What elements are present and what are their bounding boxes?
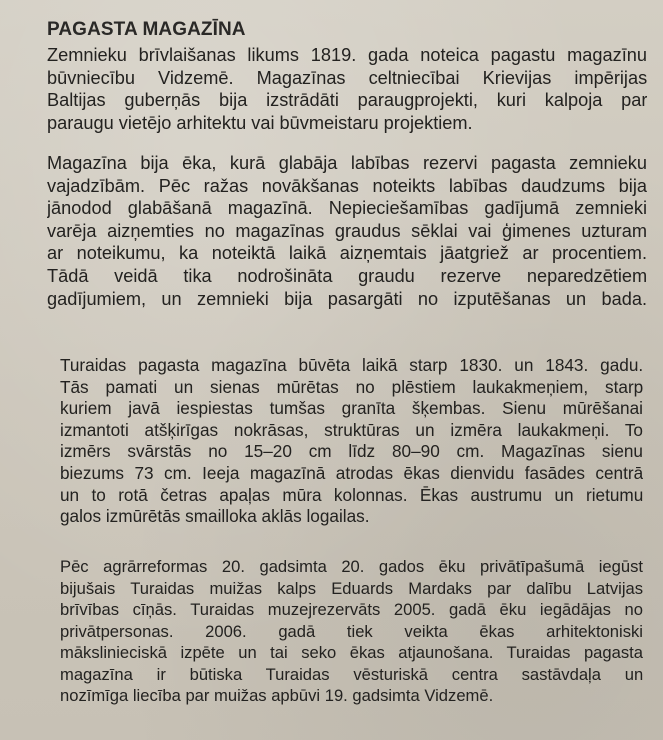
text-line: biezums 73 cm. Ieeja magazīnā atrodas ēkas dienvidu fasādes centrā [60,462,643,483]
text-line: Tās pamati un sienas mūrētas no plēstiem laukakmeņiem, starp [60,376,643,397]
text-line: mākslinieciskā izpēte un tai seko ēkas atjaunošana. Turaidas pagasta [60,643,643,662]
text-line: Pēc agrārreformas 20. gadsimta 20. gados ēku privātīpašumā iegūst [60,557,643,576]
text-line: Zemnieku brīvlaišanas likums 1819. gada noteica pagastu magazīnu [47,45,647,65]
text-line: Turaidas pagasta magazīna būvēta laikā starp 1830. un 1843. gadu. [60,355,643,375]
text-line: galos izmūrētās smailloka aklās logailas. [60,506,370,527]
text-line: privātpersonas. 2006. gadā tiek veikta ēkas arhitektoniski [60,621,643,641]
text-line: magazīna ir būtiska Turaidas vēsturiskā centra sastāvdaļa un [60,664,643,684]
text-line: gadījumiem, un zemnieki bija pasargāti no izputēšanas un bada. [47,288,647,309]
text-line: izmantoti atšķirīgas nokrāsas, struktūras un izmēra laukakmeņi. To [60,419,643,440]
paragraph-4 [60,556,643,707]
text-line: bijušais Turaidas muižas kalps Eduards Mardaks par dalību Latvijas [60,578,643,598]
text-line: vajadzībām. Pēc ražas novākšanas noteikts labības daudzums bija [47,175,647,196]
text-line: jānodod glabāšanā magazīnā. Nepieciešamības gadījumā zemnieki [47,198,647,219]
text-line: ar noteikumu, ka noteiktā laikā aizņemtais jāatgriež ar procentiem. [47,243,647,264]
text-line: varēja aizņemties no magazīnas graudus sēklai vai ģimenes uzturam [47,220,647,241]
text-line: paraugu vietējo arhitektu vai būvmeistaru projektiem. [47,112,473,133]
text-line: Tādā veidā tika nodrošināta graudu rezerve neparedzētiem [47,265,647,286]
text-line: kuriem javā iespiestas tumšas granīta šķembas. Sienu mūrēšanai [60,398,643,419]
paragraph-1 [47,44,647,134]
text-line: brīvības cīņās. Turaidas muzejrezervāts 2005. gadā ēku iegādājas no [60,600,643,619]
text-line: un to rotā četras apaļas mūra kolonnas. Ēkas austrumu un rietumu [60,484,643,505]
text-line: būvniecību Vidzemē. Magazīnas celtniecībai Krievijas impērijas [47,67,647,88]
text-line: Baltijas guberņās bija izstrādāti paraugprojekti, kuri kalpoja par [47,90,647,110]
text-line: Magazīna bija ēka, kurā glabāja labības rezervi pagasta zemnieku [47,153,647,173]
text-line: izmērs svārstās no 15–20 cm līdz 80–90 cm. Magazīnas sienu [60,441,643,462]
paragraph-2 [47,152,647,310]
paragraph-3 [60,355,643,528]
page-title: PAGASTA MAGAZĪNA [47,19,246,40]
text-line: nozīmīga liecība par muižas apbūvi 19. gadsimta Vidzemē. [60,686,494,705]
